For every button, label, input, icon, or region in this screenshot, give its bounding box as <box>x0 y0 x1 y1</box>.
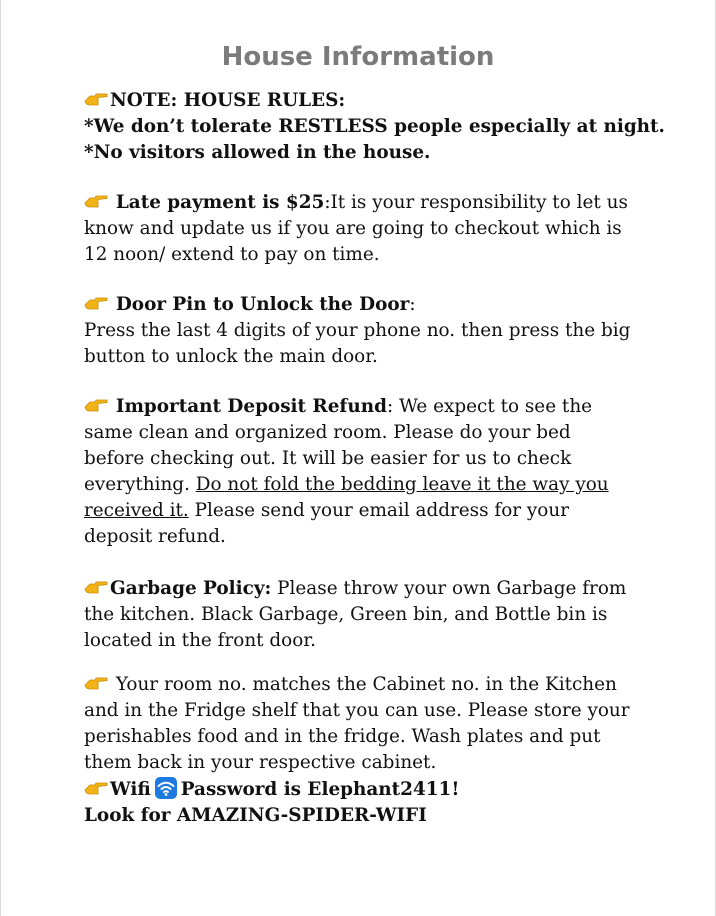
garbage-colon: : <box>264 578 272 599</box>
deposit-text-4: everything. <box>84 474 196 495</box>
door-pin-line-2: button to unlock the main door. <box>84 346 378 367</box>
deposit-line-3: before checking out. It will be easier for us to check <box>84 448 572 469</box>
cabinet-line-4: them back in your respective cabinet. <box>84 752 437 773</box>
document-body <box>84 88 694 829</box>
wifi-label: Wifi <box>110 779 151 800</box>
garbage-text-1: Please throw your own Garbage from <box>271 578 627 599</box>
wifi-network-line: Look for AMAZING-SPIDER-WIFI <box>84 805 427 826</box>
garbage-line-2: the kitchen. Black Garbage, Green bin, and Bottle bin is <box>84 604 608 625</box>
backhand-index-pointing-right-icon <box>84 676 108 691</box>
garbage-heading: Garbage Policy <box>110 578 265 599</box>
cabinet-line-3: perishables food and in the fridge. Wash plates and put <box>84 726 601 747</box>
deposit-line-1 <box>84 394 694 420</box>
late-payment-heading: Late payment is $25 <box>115 192 325 213</box>
house-rules-line-2: *No visitors allowed in the house. <box>84 142 431 163</box>
deposit-text-1: We expect to see the <box>393 396 593 417</box>
house-rules-heading: NOTE: HOUSE RULES: <box>110 90 346 111</box>
cabinet-line-1 <box>84 672 694 698</box>
deposit-line-2: same clean and organized room. Please do your bed <box>84 422 571 443</box>
late-payment-text-1: :It is your responsibility to let us <box>324 192 628 213</box>
door-pin-heading-line <box>84 292 694 318</box>
backhand-index-pointing-right-icon <box>84 398 108 413</box>
deposit-line-4 <box>84 472 694 498</box>
wifi-icon <box>154 776 178 800</box>
page-title: House Information <box>221 42 495 72</box>
wifi-password-line <box>84 776 694 803</box>
backhand-index-pointing-right-icon <box>84 296 108 311</box>
deposit-line-5 <box>84 498 694 524</box>
garbage-line-1 <box>84 576 694 602</box>
backhand-index-pointing-right-icon <box>84 92 108 107</box>
cabinet-line-2: and in the Fridge shelf that you can use. Please store your <box>84 700 630 721</box>
cabinet-text-1: Your room no. matches the Cabinet no. in the Kitchen <box>110 674 617 695</box>
house-rules-heading-line <box>84 88 694 114</box>
backhand-index-pointing-right-icon <box>84 194 108 209</box>
deposit-heading: Important Deposit Refund <box>115 396 387 417</box>
backhand-index-pointing-right-icon <box>84 580 108 595</box>
deposit-line-6: deposit refund. <box>84 526 226 547</box>
deposit-colon: : <box>386 396 394 417</box>
house-rules-line-1: *We don’t tolerate RESTLESS people especially at night. <box>84 116 665 137</box>
wifi-password-text: Password is Elephant2411! <box>180 779 460 800</box>
deposit-underlined-text-5: received it. <box>84 500 189 521</box>
deposit-text-5: Please send your email address for your <box>188 500 570 521</box>
garbage-line-3: located in the front door. <box>84 630 316 651</box>
backhand-index-pointing-right-icon <box>84 781 108 796</box>
door-pin-colon: : <box>409 294 416 315</box>
late-payment-line-3: 12 noon/ extend to pay on time. <box>84 244 380 265</box>
door-pin-line-1: Press the last 4 digits of your phone no. then press the big <box>84 320 631 341</box>
late-payment-line-1 <box>84 190 694 216</box>
late-payment-line-2: know and update us if you are going to checkout which is <box>84 218 622 239</box>
deposit-underlined-text-4: Do not fold the bedding leave it the way you <box>195 474 609 495</box>
door-pin-heading: Door Pin to Unlock the Door <box>115 294 410 315</box>
